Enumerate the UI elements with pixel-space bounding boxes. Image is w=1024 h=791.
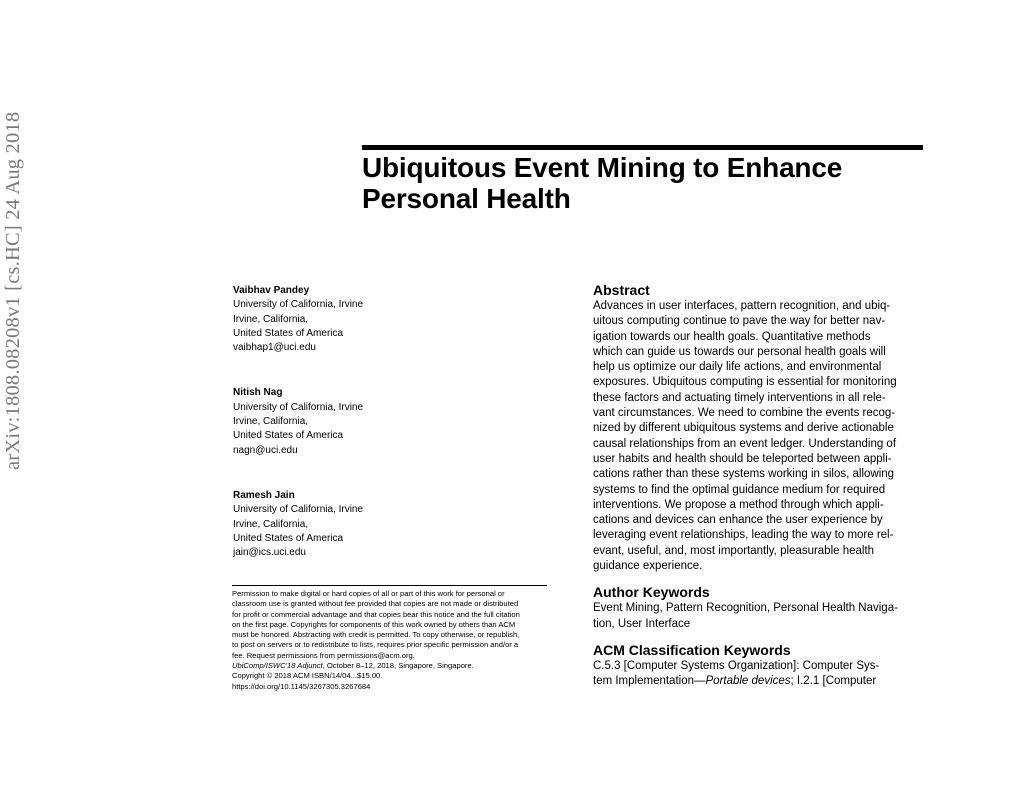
- author-list: [233, 284, 533, 591]
- abstract-line: help us optimize our daily life actions, and environmental: [593, 361, 882, 374]
- author-keywords-body: [593, 601, 913, 632]
- author-email: nagn@uci.edu: [233, 444, 298, 456]
- footnote-doi[interactable]: https://doi.org/10.1145/3267305.3267684: [232, 681, 371, 691]
- abstract-line: uitous computing continue to pave the way for better nav-: [593, 315, 886, 328]
- author-keywords-section: [593, 584, 913, 632]
- footnote-venue: [232, 661, 550, 671]
- abstract-line: interventions. We propose a method through which appli-: [593, 498, 884, 511]
- acm-keywords-body: [593, 659, 913, 690]
- abstract-line: Advances in user interfaces, pattern recognition, and ubiq-: [593, 300, 891, 312]
- author-country: United States of America: [233, 430, 344, 442]
- abstract-line: causal relationships from an event ledger. Understanding of: [593, 437, 897, 450]
- abstract-line: guidance experience.: [593, 560, 703, 573]
- abstract-section: [593, 282, 913, 574]
- author-email: jain@ics.uci.edu: [233, 547, 306, 559]
- author-block: [233, 386, 533, 457]
- title-rule: [362, 145, 923, 150]
- author-city: Irvine, California,: [233, 416, 309, 428]
- acm-keywords-text: ; I.2.1 [Computer: [790, 675, 877, 688]
- author-block: [233, 284, 533, 355]
- author-keywords-line: Event Mining, Pattern Recognition, Personal Health Naviga-: [593, 602, 898, 615]
- acm-keywords-line: [593, 674, 913, 689]
- acm-keywords-section: [593, 642, 913, 690]
- author-affiliation: University of California, Irvine: [233, 504, 364, 516]
- abstract-line: igation towards our health goals. Quantitative methods: [593, 330, 871, 343]
- acm-keywords-italic: Portable devices: [705, 675, 791, 688]
- abstract-line: nized by different ubiquitous systems and derive actionable: [593, 422, 894, 435]
- acm-keywords-text: tem Implementation—: [593, 675, 706, 688]
- abstract-line: vant circumstances. We need to combine the events recog-: [593, 407, 896, 420]
- footnote-line: on the first page. Copyrights for components of this work owned by others than ACM: [232, 619, 516, 629]
- abstract-line: these factors and actuating timely interventions in all rele-: [593, 391, 886, 404]
- abstract-line: leveraging event relationships, leading the way to more rel-: [593, 529, 894, 542]
- author-country: United States of America: [233, 327, 344, 339]
- paper-title-line-1: Ubiquitous Event Mining to Enhance: [362, 152, 843, 183]
- abstract-body: [593, 299, 913, 574]
- abstract-line: cations rather than these systems working in silos, allowing: [593, 468, 895, 481]
- author-email: vaibhap1@uci.edu: [233, 342, 316, 354]
- footnote-line: classroom use is granted without fee provided that copies are not made or distributed: [232, 599, 519, 609]
- abstract-heading: Abstract: [593, 282, 650, 298]
- venue-name: UbiComp/ISWC'18 Adjunct: [232, 661, 323, 671]
- abstract-line: evant, useful, and, most importantly, pleasurable health: [593, 544, 875, 557]
- acm-keywords-line: C.5.3 [Computer Systems Organization]: Computer Sys-: [593, 659, 880, 672]
- author-block: [233, 489, 533, 560]
- footnote-rule: [232, 585, 547, 586]
- author-city: Irvine, California,: [233, 518, 309, 530]
- footnote-line: Permission to make digital or hard copies of all or part of this work for personal or: [232, 589, 505, 598]
- author-affiliation: University of California, Irvine: [233, 299, 364, 311]
- paper-title: [362, 152, 923, 214]
- author-name: Vaibhav Pandey: [233, 285, 310, 296]
- arxiv-stamp: arXiv:1808.08208v1 [cs.HC] 24 Aug 2018: [2, 111, 24, 470]
- paper-title-line-2: Personal Health: [362, 183, 571, 214]
- author-country: United States of America: [233, 532, 344, 544]
- right-column: [593, 282, 913, 690]
- copyright-footnote: [232, 589, 550, 692]
- author-name: Ramesh Jain: [233, 489, 295, 501]
- author-affiliation: University of California, Irvine: [233, 401, 364, 413]
- author-city: Irvine, California,: [233, 313, 309, 325]
- footnote-line: to post on servers or to redistribute to lists, requires prior specific permission and/or a: [232, 640, 519, 650]
- abstract-line: exposures. Ubiquitous computing is essential for monitoring: [593, 376, 897, 389]
- footnote-copyright: Copyright © 2018 ACM ISBN/14/04...$15.00.: [232, 671, 383, 681]
- author-keywords-line: tion, User Interface: [593, 617, 691, 630]
- abstract-line: systems to find the optimal guidance medium for required: [593, 483, 886, 496]
- author-name: Nitish Nag: [233, 387, 283, 399]
- abstract-line: which can guide us towards our personal health goals will: [593, 345, 886, 358]
- abstract-line: cations and devices can enhance the user experience by: [593, 514, 883, 527]
- author-keywords-heading: Author Keywords: [593, 584, 710, 601]
- footnote-line: for profit or commercial advantage and that copies bear this notice and the full citation: [232, 609, 520, 619]
- acm-keywords-heading: ACM Classification Keywords: [593, 641, 791, 658]
- footnote-line: must be honored. Abstracting with credit is permitted. To copy otherwise, or republish,: [232, 630, 520, 640]
- venue-details: , October 8–12, 2018, Singapore, Singapore.: [322, 661, 474, 671]
- footnote-line: fee. Request permissions from permissions@acm.org.: [232, 650, 415, 660]
- abstract-line: user habits and health should be teleported between appli-: [593, 452, 892, 465]
